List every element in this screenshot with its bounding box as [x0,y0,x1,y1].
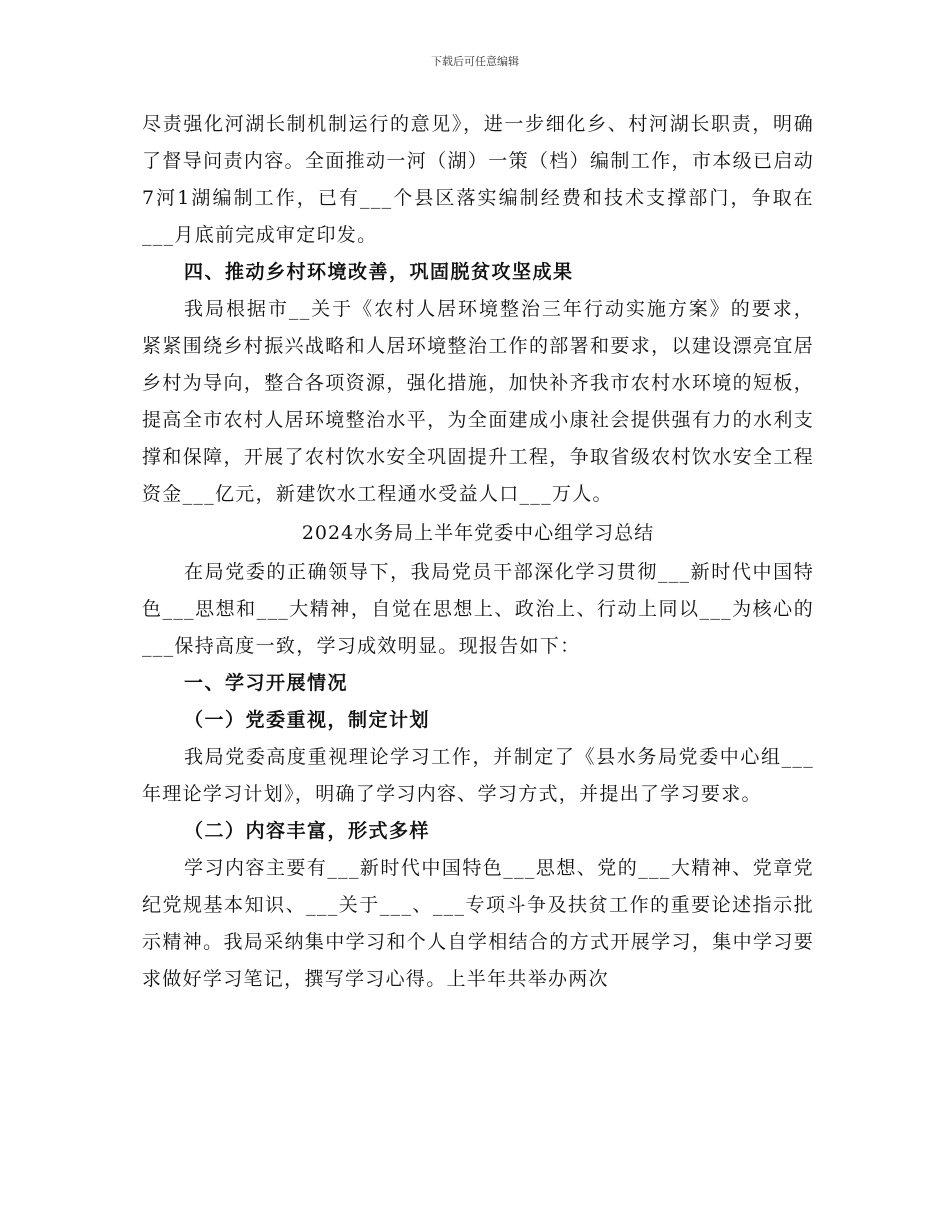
document-body [142,106,814,998]
paragraph-subsection-2: 学习内容主要有___新时代中国特色___思想、党的___大精神、党章党纪党规基本知识、___关于___、___专项斗争及扶贫工作的重要论述指示批示精神。我局采纳集中学习和个人自学相结合的方式开展学习，集中学习要求做好学习笔记，撰写学习心得。上半年共举办两次 [142,857,814,990]
paragraph-subsection-1: 我局党委高度重视理论学习工作，并制定了《县水务局党委中心组___年理论学习计划》，明确了学习内容、学习方式，并提出了学习要求。 [142,746,814,805]
section-heading-4: 四、推动乡村环境改善，巩固脱贫攻坚成果 [184,261,574,283]
subsection-heading-2: （二）内容丰富，形式多样 [184,820,431,842]
paragraph-continued: 尽责强化河湖长制机制运行的意见》，进一步细化乡、村河湖长职责，明确了督导问责内容。全面推动一河（湖）一策（档）编制工作，市本级已启动7河1湖编制工作，已有___个县区落实编制经费和技术支撑部门，争取在___月底前完成审定印发。 [142,113,814,246]
paragraph-section-4: 我局根据市__关于《农村人居环境整治三年行动实施方案》的要求，紧紧围绕乡村振兴战略和人居环境整治工作的部署和要求，以建设漂亮宜居乡村为导向，整合各项资源，强化措施，加快补齐我市农村水环境的短板，提高全市农村人居环境整治水平，为全面建成小康社会提供强有力的水利支撑和保障，开展了农村饮水安全巩固提升工程，争取省级农村饮水安全工程资金___亿元，新建饮水工程通水受益人口___万人。 [142,298,814,505]
page-header-note: 下载后可任意编辑 [431,55,519,68]
section-heading-1: 一、学习开展情况 [184,672,349,694]
document-title: 2024水务局上半年党委中心组学习总结 [301,522,655,544]
subsection-heading-1: （一）党委重视，制定计划 [184,709,431,731]
paragraph-intro: 在局党委的正确领导下，我局党员干部深化学习贯彻___新时代中国特色___思想和___大精神，自觉在思想上、政治上、行动上同以___为核心的___保持高度一致，学习成效明显。现报告如下： [142,561,814,657]
